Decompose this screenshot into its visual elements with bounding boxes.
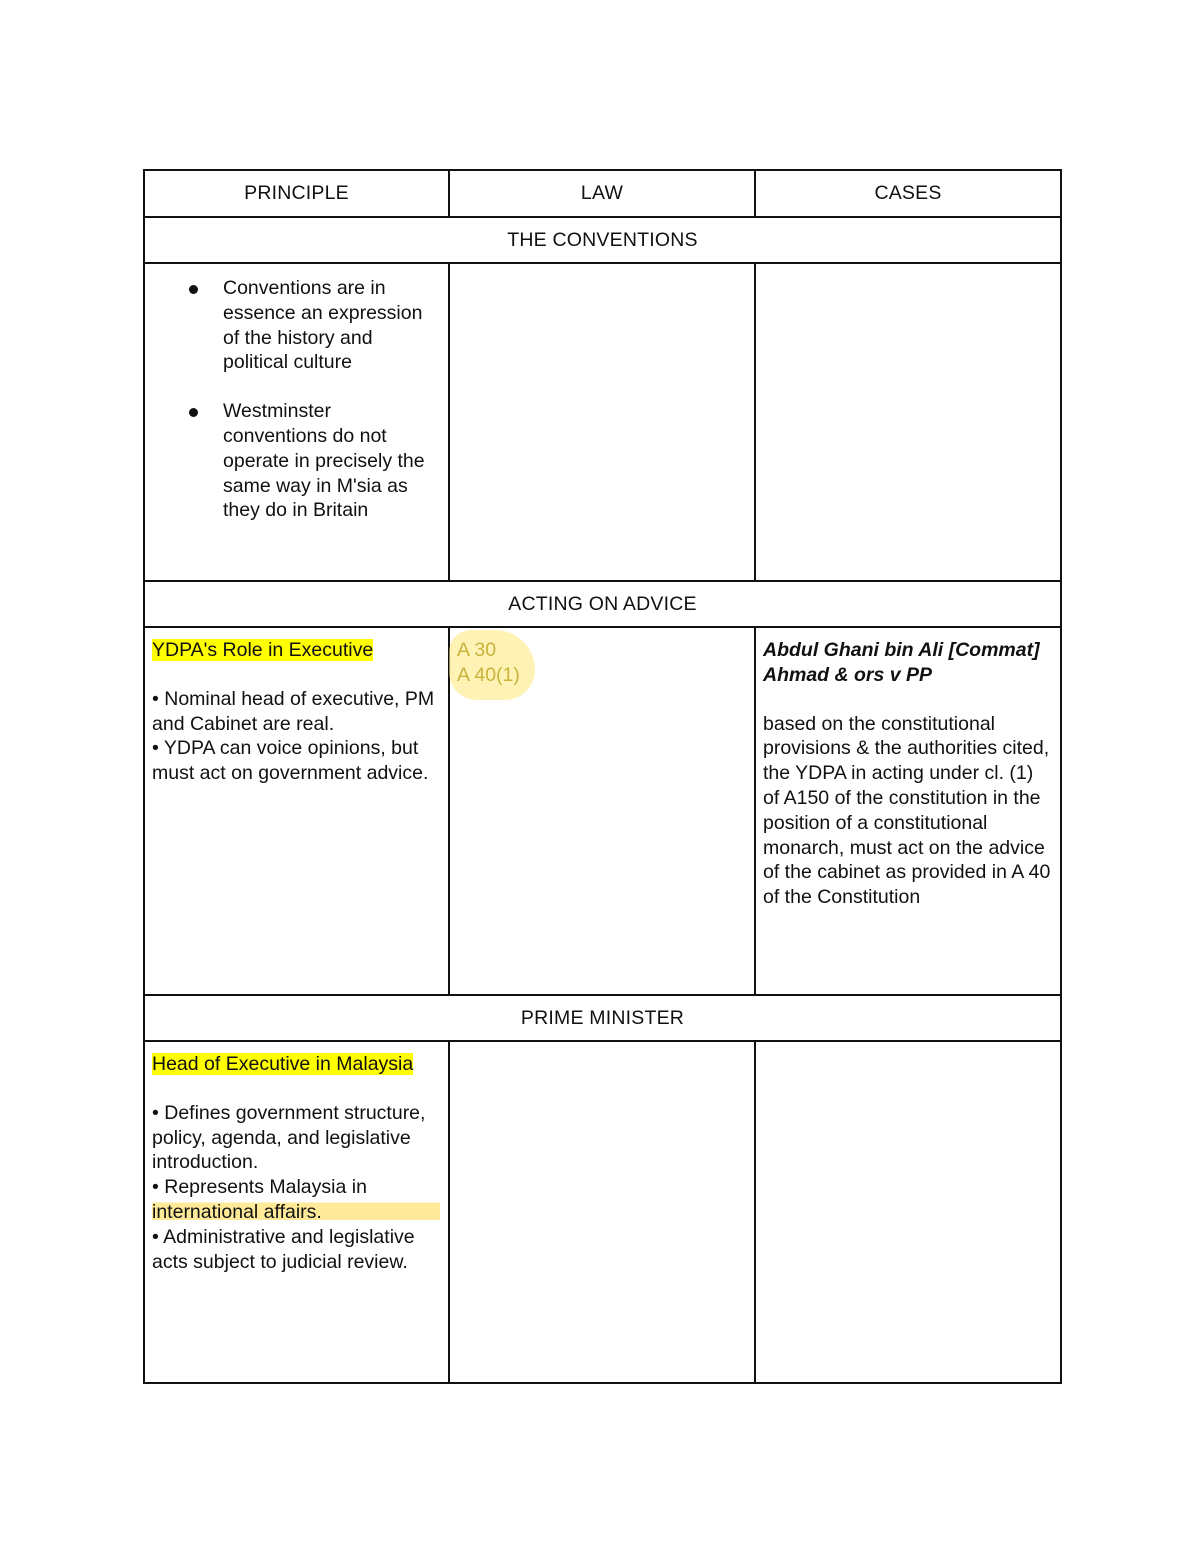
header-principle: PRINCIPLE: [144, 170, 449, 217]
section-row-conventions: [144, 217, 1061, 263]
case-text: based on the constitutional provisions & the authorities cited, the YDPA in acting under cl. (1) of A150 of the constitution in the position of a constitutional monarch, must act on the advice of the cabinet as provided in A 40 of the Constitution: [763, 712, 1051, 909]
law-cell-prime-minister: [449, 1041, 755, 1383]
notes-table: [143, 169, 1062, 1384]
bullet-text: Conventions are in essence an expression of the history and political culture: [223, 277, 423, 374]
bullet-list: [152, 276, 440, 523]
content-row-conventions: [144, 263, 1061, 581]
cases-cell-acting-on-advice: [755, 627, 1061, 995]
list-item: [152, 399, 440, 523]
section-title-acting-on-advice: ACTING ON ADVICE: [144, 581, 1061, 627]
content-row-acting-on-advice: [144, 627, 1061, 995]
section-title-prime-minister: PRIME MINISTER: [144, 995, 1061, 1041]
principle-heading: Head of Executive in Malaysia: [152, 1053, 414, 1075]
bullet-text: Westminster conventions do not operate in precisely the same way in M'sia as they do in Britain: [223, 400, 425, 522]
principle-line: • Represents Malaysia in international affairs.: [152, 1175, 440, 1225]
principle-cell-conventions: [144, 263, 449, 581]
section-title-conventions: THE CONVENTIONS: [144, 217, 1061, 263]
principle-line: • YDPA can voice opinions, but must act on government advice.: [152, 737, 429, 785]
bullet-icon: [189, 285, 198, 294]
principle-cell-prime-minister: [144, 1041, 449, 1383]
law-ref: A 40(1): [457, 663, 520, 686]
law-ref: A 30: [457, 639, 497, 661]
list-item: [152, 276, 440, 375]
case-title: Abdul Ghani bin Ali [Commat] Ahmad & ors v PP: [763, 639, 1040, 686]
principle-cell-acting-on-advice: [144, 627, 449, 995]
principle-heading: YDPA's Role in Executive: [152, 639, 374, 661]
principle-line: • Defines government structure, policy, agenda, and legislative introduction.: [152, 1101, 426, 1174]
law-cell-conventions: [449, 263, 755, 581]
content-row-prime-minister: [144, 1041, 1061, 1383]
cases-cell-prime-minister: [755, 1041, 1061, 1383]
header-row: [144, 170, 1061, 217]
header-law: LAW: [449, 170, 755, 217]
header-cases: CASES: [755, 170, 1061, 217]
section-row-acting-on-advice: [144, 581, 1061, 627]
bullet-icon: [189, 408, 198, 417]
law-references: [457, 638, 520, 688]
law-cell-acting-on-advice: [449, 627, 755, 995]
principle-line: • Administrative and legislative acts subject to judicial review.: [152, 1225, 415, 1273]
cases-cell-conventions: [755, 263, 1061, 581]
section-row-prime-minister: [144, 995, 1061, 1041]
principle-line: • Nominal head of executive, PM and Cabinet are real.: [152, 687, 435, 735]
